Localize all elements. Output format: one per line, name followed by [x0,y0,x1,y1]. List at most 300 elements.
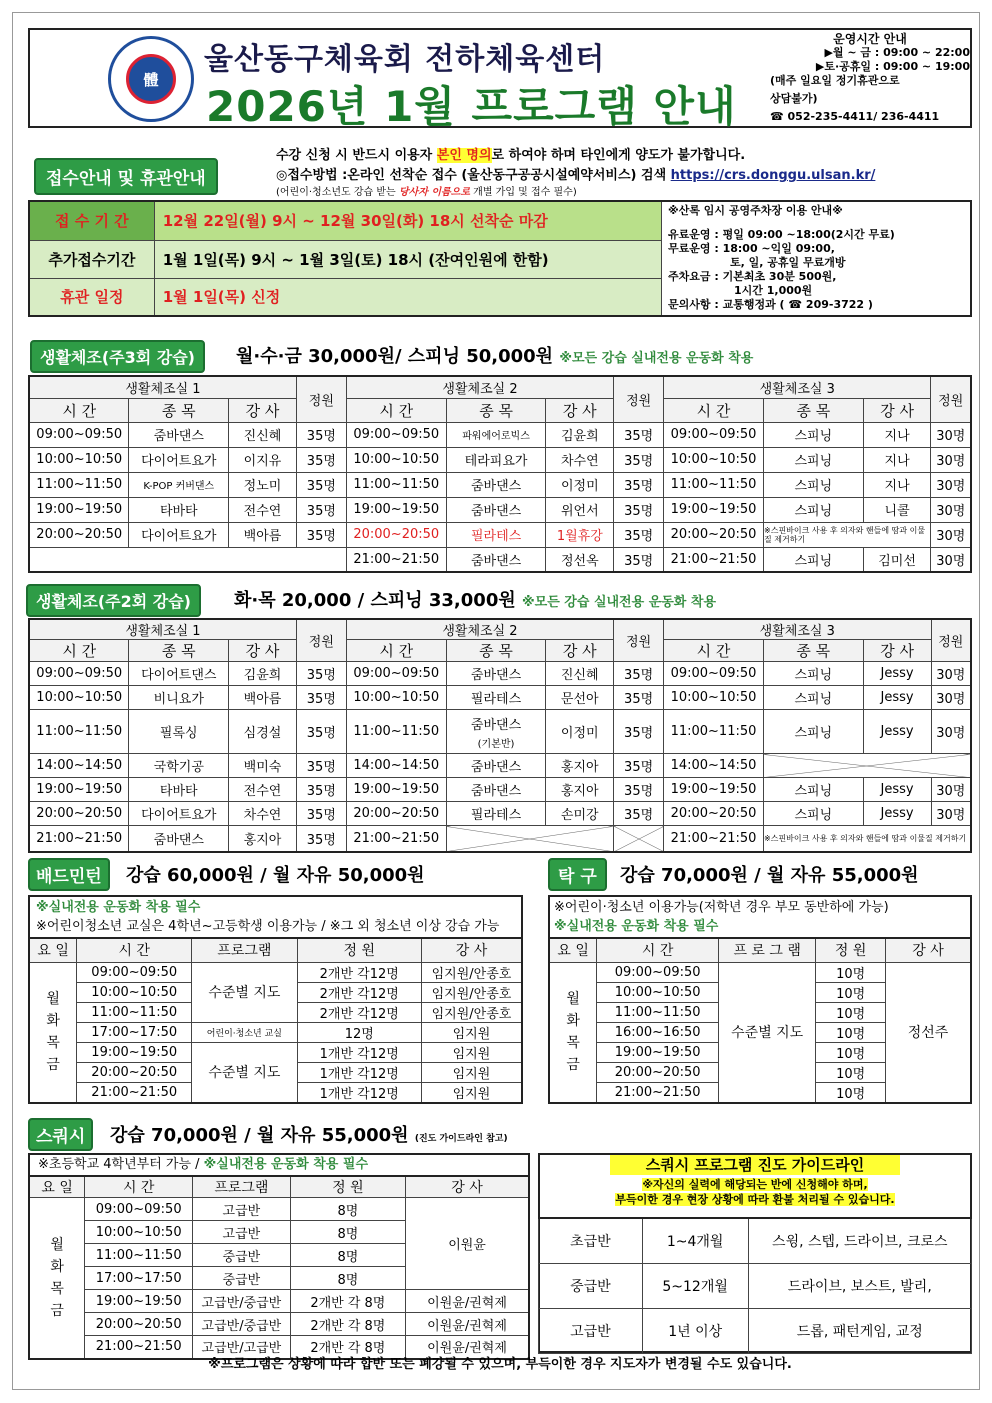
time-header: 시 간 [664,640,764,662]
cell: 스피닝 [763,778,863,802]
phone: ☎ 052-235-4411/ 236-4411 [770,110,940,123]
cell: 09:00~09:50 [29,662,129,686]
cell: 줌바댄스 [446,778,546,802]
cell: 19:00~19:50 [77,1042,192,1062]
cell: 19:00~19:50 [597,1042,719,1062]
cell: 필라테스 [446,522,546,547]
cell: 12명 [297,1022,421,1042]
cell: 11:00~11:50 [597,1002,719,1022]
cell: 1~4개월 [642,1218,748,1263]
inst-header: 강 사 [546,398,614,422]
cell: 09:00~09:50 [346,662,446,686]
cell: 이원윤/권혁제 [406,1336,529,1359]
cell: 11:00~11:50 [346,472,446,497]
cap-header: 정 원 [290,1176,405,1198]
table-row [29,1022,522,1042]
aerobic2-table [28,618,972,853]
cell: 임지원 [421,1082,522,1103]
table-row [29,802,971,826]
inst-cell: 이원윤 [406,1198,529,1290]
basic-note: (기본반) [477,738,515,750]
room-header: 생활체조실 2 [346,376,613,398]
time-header: 시 간 [664,398,764,422]
cell: 홍지아 [546,754,614,778]
cell: 35명 [614,472,664,497]
cell: 1월휴강 [546,522,614,547]
notice-line-3-pre: (어린이·청소년도 강습 받는 [276,187,399,198]
guide-note-2: 부득이한 경우 현장 상황에 따라 환불 처리될 수 있습니다. [615,1193,895,1206]
cell: 손미강 [546,802,614,826]
table-row [29,1198,529,1221]
inst-header: 강 사 [863,398,931,422]
cell: 14:00~14:50 [346,754,446,778]
cell: 30명 [931,447,971,472]
cell: 35명 [614,686,664,710]
cell: 21:00~21:50 [85,1336,193,1359]
cell: 35명 [614,547,664,572]
cell: 35명 [296,447,346,472]
time-header: 시 간 [346,398,446,422]
cell: 전수연 [229,778,297,802]
cell: 김윤희 [229,662,297,686]
cell: 줌바댄스 [129,826,229,852]
cell: 19:00~19:50 [346,778,446,802]
squash-notes [28,1153,530,1175]
room-header: 생활체조실 1 [29,376,296,398]
day-header: 요 일 [29,938,77,962]
table-row [29,522,971,547]
aerobic3-price-text: 월·수·금 30,000원/ 스피닝 50,000원 [236,346,554,367]
empty-crossed-cell [763,754,971,778]
cell: 35명 [614,522,664,547]
cell: 11:00~11:50 [77,1002,192,1022]
cell: 35명 [614,802,664,826]
cell: 진신혜 [229,422,297,447]
cell: 중급반 [193,1244,291,1267]
cell: 1개반 각12명 [297,1042,421,1062]
guide-title: 스쿼시 프로그램 진도 가이드라인 [610,1155,900,1175]
cell: Jessy [863,662,931,686]
cell-main: 줌바댄스 [470,717,522,733]
time-header: 시 간 [29,398,129,422]
cell: 35명 [296,422,346,447]
guide-row [539,1218,972,1263]
inst-header: 강 사 [406,1176,529,1198]
cell: 줌바댄스 [446,662,546,686]
spin-note: ※스핀바이크 사용 후 의자와 핸들에 땀과 이물질 제거하기 [764,522,931,547]
cell: 니콜 [863,497,931,522]
cell: 비니요가 [129,686,229,710]
cell: 이정미 [546,472,614,497]
cell: 고급반/중급반 [193,1313,291,1336]
cell: 전수연 [229,497,297,522]
cell: 타바타 [129,497,229,522]
aerobic3-price [236,342,753,368]
cell: 다이어트요가 [129,447,229,472]
schedule-label: 추가접수기간 [29,240,154,278]
schedule-label: 접 수 기 간 [29,201,154,240]
empty-crossed-cell [446,826,613,852]
cell: 35명 [296,710,346,754]
parking-line: 무료운영 : 18:00 ~익일 09:00, [668,242,835,255]
cell: 줌바댄스 [446,754,546,778]
cell: 1개반 각12명 [297,1082,421,1103]
cap-header: 정원 [614,619,664,662]
cell: 10명 [816,1062,886,1082]
cell: 35명 [296,778,346,802]
aerobic3-note: ※모든 강습 실내전용 운동화 착용 [559,351,754,366]
cell: 10:00~10:50 [597,982,719,1002]
table-row [29,662,971,686]
inst-header: 강 사 [885,938,971,962]
cell: 35명 [614,754,664,778]
cell: 35명 [614,447,664,472]
prog-header: 프 로 그 램 [718,938,815,962]
cell: 줌바댄스 [446,497,546,522]
notice-line-3-em: 당사자 이름으로 [398,187,470,198]
cell: 임지원/안종호 [421,1002,522,1022]
cell: 19:00~19:50 [346,497,446,522]
tabletennis-notes [548,895,972,937]
guide-note-1: ※자신의 실력에 해당되는 반에 신청해야 하며, [642,1178,868,1191]
parking-line: 문의사항 : 교통행정과 ( ☎ 209-3722 ) [668,298,873,311]
cell: 11:00~11:50 [664,472,764,497]
inst-cell: 정선주 [885,962,971,1103]
cell: 21:00~21:50 [664,547,764,572]
table-row [29,547,971,572]
cell: 35명 [614,662,664,686]
cell: 30명 [931,497,971,522]
cell: 8명 [290,1267,405,1290]
table-row [29,826,971,852]
cell: 10:00~10:50 [346,447,446,472]
notice-line-3 [276,186,976,200]
cell: 스피닝 [764,547,864,572]
schedule-value: 1월 1일(목) 9시 ~ 1월 3일(토) 18시 (잔여인원에 한함) [154,240,661,278]
tabletennis-tag: 탁 구 [548,858,607,891]
room-header: 생활체조실 3 [664,619,931,640]
cell: 30명 [931,662,971,686]
room-header: 생활체조실 2 [346,619,613,640]
hours-closed: (매주 일요일 정기휴관으로 [770,74,900,87]
table-row [29,754,971,778]
tabletennis-note-2: ※실내전용 운동화 착용 필수 [554,919,719,934]
notice-line-1 [276,146,976,166]
cell: 10명 [816,1082,886,1103]
cell: 35명 [296,686,346,710]
cell: 2개반 각12명 [297,962,421,982]
prog-header: 종 목 [446,398,546,422]
cell: 35명 [296,826,346,852]
aerobic3-tag: 생활체조(주3회 강습) [30,340,205,373]
cell: 이원윤/권혁제 [406,1313,529,1336]
badminton-notes [28,895,523,937]
cell: 19:00~19:50 [85,1290,193,1313]
cell: 20:00~20:50 [77,1062,192,1082]
cell: 2개반 각12명 [297,982,421,1002]
cell: 문선아 [546,686,614,710]
table-row [29,710,971,754]
inst-header: 강 사 [229,640,297,662]
cell: 10명 [816,982,886,1002]
cell: 임지원/안종호 [421,982,522,1002]
cell: 홍지아 [229,826,297,852]
cap-header: 정원 [614,376,664,422]
squash-price-text: 강습 70,000원 / 월 자유 55,000원 [110,1125,409,1146]
inst-header: 강 사 [229,398,297,422]
cell: 30명 [931,422,971,447]
notice-line-1-post: 로 하여야 하며 타인에게 양도가 불가합니다. [491,148,746,163]
cell: 09:00~09:50 [597,962,719,982]
table-row [29,1313,529,1336]
parking-line: 주차요금 : 기본최초 30분 500원, [668,270,837,283]
notice-line-1-pre: 수강 신청 시 반드시 이용자 [276,148,437,163]
hours-title: 운영시간 안내 [833,32,907,46]
parking-line: 유료운영 : 평일 09:00 ~18:00(2시간 무료) [668,228,895,241]
cell: 임지원 [421,1042,522,1062]
cell: 진신혜 [546,662,614,686]
notice-highlight: 본인 명의 [436,148,492,163]
cell: 고급반 [193,1221,291,1244]
cell: 다이어트요가 [129,802,229,826]
cell: 수준별 지도 [192,962,297,1022]
header [28,28,972,131]
cell: 09:00~09:50 [664,662,764,686]
cell [446,710,546,754]
cell: 09:00~09:50 [29,422,129,447]
day-header: 요 일 [29,1176,85,1198]
cell: 30명 [931,802,971,826]
cell: 21:00~21:50 [77,1082,192,1103]
cell: 고급반 [193,1198,291,1221]
cell: 21:00~21:50 [664,826,764,852]
prog-header: 종 목 [129,398,229,422]
cell: 20:00~20:50 [664,522,764,547]
squash-guide [538,1153,972,1353]
cell: 20:00~20:50 [346,522,446,547]
cell: 김미선 [863,547,931,572]
cap-header: 정원 [296,376,346,422]
cell: 스피닝 [763,802,863,826]
cell: 35명 [296,522,346,547]
time-header: 시 간 [77,938,192,962]
notice-line-2-pre: ◎접수방법 :온라인 선착순 접수 (울산동구공공시설예약서비스) 검색 [276,168,671,183]
cell: 09:00~09:50 [346,422,446,447]
cell: 정노미 [229,472,297,497]
cell: 드롭, 패턴게임, 교정 [748,1308,971,1353]
cell: 수준별 지도 [192,1042,297,1103]
prog-header: 종 목 [446,640,546,662]
schedule-value: 12월 22일(월) 9시 ~ 12월 30일(화) 18시 선착순 마감 [154,201,661,240]
cell: 홍지아 [546,778,614,802]
cell: 14:00~14:50 [29,754,129,778]
cap-header: 정 원 [297,938,421,962]
cell: 심경설 [229,710,297,754]
cell: 드라이브, 보스트, 발리, [748,1263,971,1308]
logo-emblem: 體 [126,54,176,104]
cell: 30명 [931,778,971,802]
table-row [29,447,971,472]
cell: 타바타 [129,778,229,802]
cell: 35명 [296,662,346,686]
cell: 19:00~19:50 [29,497,129,522]
cell: 8명 [290,1221,405,1244]
cell: 20:00~20:50 [29,802,129,826]
cell: 35명 [614,778,664,802]
cell: 1개반 각12명 [297,1062,421,1082]
cell: 백미숙 [229,754,297,778]
cell: 2개반 각 8명 [290,1290,405,1313]
cap-header: 정원 [296,619,346,662]
cell: 19:00~19:50 [664,497,764,522]
cell: 스피닝 [764,497,864,522]
tabletennis-table [548,937,972,1104]
org-name: 울산동구체육회 전하체육센터 [204,42,606,77]
cell: 30명 [931,472,971,497]
notice-line-3-post: 개별 가입 및 접수 필수) [470,187,577,198]
cell: 30명 [931,522,971,547]
parking-line: 토, 일, 공휴일 무료개방 [730,256,846,269]
table-row [29,778,971,802]
cell: 어린이·청소년 교실 [192,1022,297,1042]
table-row [29,1042,522,1062]
table-row [29,422,971,447]
parking-info [662,201,971,316]
cell: Jessy [863,686,931,710]
cell: 차수연 [229,802,297,826]
inst-header: 강 사 [546,640,614,662]
cell: 2개반 각12명 [297,1002,421,1022]
squash-note-green: ※실내전용 운동화 착용 필수 [203,1157,369,1172]
squash-table [28,1175,530,1360]
cell: 10:00~10:50 [664,447,764,472]
cell: 스피닝 [764,422,864,447]
cell: 테라피요가 [446,447,546,472]
cell: 21:00~21:50 [346,547,446,572]
cell: 20:00~20:50 [664,802,764,826]
prog-header: 종 목 [763,640,863,662]
aerobic3-table [28,375,972,573]
cell: 스피닝 [763,662,863,686]
cell: 19:00~19:50 [664,778,764,802]
cell: 30명 [931,547,971,572]
cell: 줌바댄스 [446,547,546,572]
cell: 스피닝 [763,686,863,710]
cell: 국학기공 [129,754,229,778]
reservation-link[interactable]: https://crs.donggu.ulsan.kr/ [670,168,876,183]
cap-header: 정원 [931,376,971,422]
cell: 줌바댄스 [446,472,546,497]
squash-price-note: (진도 가이드라인 참고) [414,1134,508,1144]
cell: 8명 [290,1244,405,1267]
cell: 김윤희 [546,422,614,447]
cell: 10:00~10:50 [77,982,192,1002]
cell: 1년 이상 [642,1308,748,1353]
cell: 지나 [863,447,931,472]
cell: 백아름 [229,522,297,547]
cell: 21:00~21:50 [29,826,129,852]
day-header: 요 일 [549,938,597,962]
squash-tag: 스쿼시 [28,1118,93,1151]
prog-header: 종 목 [764,398,864,422]
cell: 줌바댄스 [129,422,229,447]
inst-header: 강 사 [421,938,522,962]
cell: 10명 [816,1002,886,1022]
hours-weekend: ▶토·공휴일 : 09:00 ~ 19:00 [815,60,970,73]
guide-notes [540,1177,970,1207]
cell: 차수연 [546,447,614,472]
schedule-table [28,200,972,317]
cell: 20:00~20:50 [85,1313,193,1336]
cell: 정선옥 [546,547,614,572]
parking-title: ※산록 임시 공영주차장 이용 안내※ [668,204,843,217]
cell: 35명 [296,802,346,826]
time-header: 시 간 [597,938,719,962]
cell: 필라테스 [446,686,546,710]
cell: 필라테스 [446,802,546,826]
inst-header: 강 사 [863,640,931,662]
cell: 11:00~11:50 [29,472,129,497]
table-row [29,962,522,982]
aerobic2-price [234,586,716,612]
time-header: 시 간 [29,640,129,662]
cell: 19:00~19:50 [29,778,129,802]
cell: 11:00~11:50 [346,710,446,754]
cell: 10명 [816,962,886,982]
cell: 17:00~17:50 [77,1022,192,1042]
cell: 필록싱 [129,710,229,754]
cell: 5~12개월 [642,1263,748,1308]
guide-row [539,1263,972,1308]
table-row [549,962,971,982]
cell: 11:00~11:50 [85,1244,193,1267]
cell: 2개반 각 8명 [290,1313,405,1336]
cell: 35명 [296,472,346,497]
aerobic2-price-text: 화·목 20,000 / 스피닝 33,000원 [234,590,516,611]
cell: 고급반/중급반 [193,1290,291,1313]
cell: 임지원 [421,1022,522,1042]
cap-header: 정원 [931,619,971,662]
cell: 다이어트댄스 [129,662,229,686]
cell: 10명 [816,1022,886,1042]
hours-weekday: ▶월 ~ 금 : 09:00 ~ 22:00 [824,46,970,59]
cell: 35명 [614,497,664,522]
days-cell: 월 화 목 금 [29,1198,85,1359]
cell: 21:00~21:50 [597,1082,719,1103]
cell: 10:00~10:50 [346,686,446,710]
cell: 위언서 [546,497,614,522]
cell: 35명 [614,422,664,447]
cell: 35명 [296,754,346,778]
cell: 09:00~09:50 [85,1198,193,1221]
schedule-label: 휴관 일정 [29,278,154,316]
cell: 35명 [614,710,664,754]
days-cell: 월 화 목 금 [549,962,597,1103]
room-header: 생활체조실 1 [29,619,296,640]
cell: 20:00~20:50 [29,522,129,547]
cell: 스피닝 [763,710,863,754]
cell: Jessy [863,802,931,826]
page-title: 2026년 1월 프로그램 안내 [206,82,737,131]
badminton-note-1: ※실내전용 운동화 착용 필수 [36,900,201,915]
empty-crossed-cell [614,826,664,852]
hours-consult: 상담불가) [770,92,818,105]
cell: 10명 [816,1042,886,1062]
cell: 고급반 [539,1308,643,1353]
cell: 14:00~14:50 [664,754,764,778]
badminton-price: 강습 60,000원 / 월 자유 50,000원 [126,865,425,886]
schedule-value: 1월 1일(목) 신정 [154,278,661,316]
